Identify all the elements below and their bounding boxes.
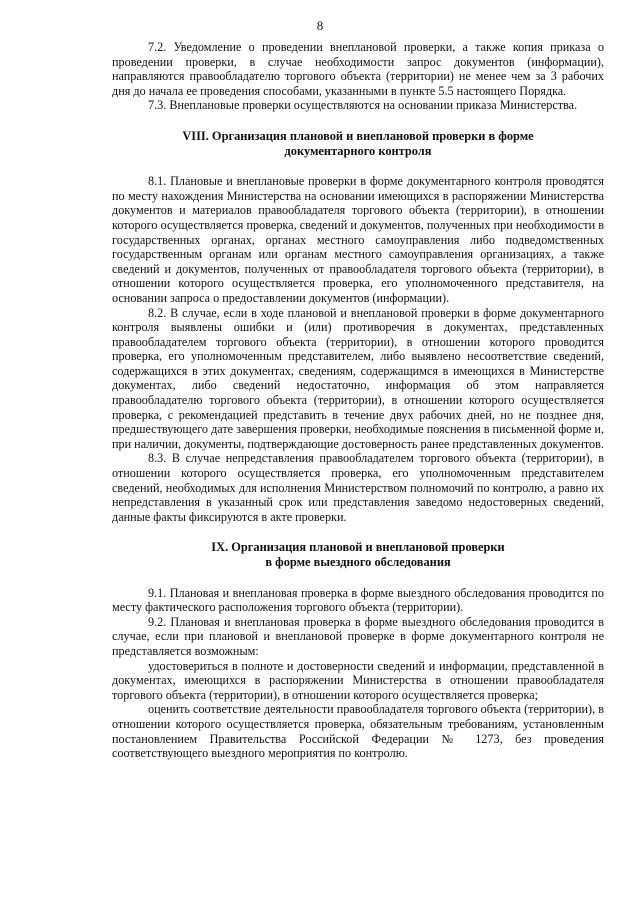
paragraph-7-2: 7.2. Уведомление о проведении внеплановой проверки, а также копия приказа о проведении проверки, в случае необходимости запрос документов (информации), направляются правообладателю торгового объекта (территории) не менее чем за 3 рабочих дня до начала ее проведения способами, указанными в пункте 5.5 настоящего Порядка.: [112, 40, 604, 98]
paragraph-8-1: 8.1. Плановые и внеплановые проверки в форме документарного контроля проводятся по месту нахождения Министерства на основании имеющихся в распоряжении Министерства документов и материалов правообладателя торгового объекта (территории), в отношении которого осуществляется проверка, сведений и документов, полученных при необходимости в государственных органах, органах местного самоуправления либо подведомственных государственным органам или органам местного самоуправления организациях, а также сведений и документов, полученных от правообладателя торгового объекта (территории), в отношении которого осуществляется проверка, его уполномоченного представителя, на основании запроса о предоставлении документов (информации).: [112, 174, 604, 305]
paragraph-9-2-item-2: оценить соответствие деятельности правообладателя торгового объекта (территории), в отношении которого осуществляется проверка, обязательным требованиям, установленным постановлением Правительства Российской Федерации № 1273, без проведения соответствующего выездного мероприятия по контролю.: [112, 702, 604, 761]
section-heading-ix: [112, 540, 604, 569]
paragraph-9-1: 9.1. Плановая и внеплановая проверка в форме выездного обследования проводится по месту фактического расположения торгового объекта (территории).: [112, 585, 604, 615]
section-heading-ix-line-1: IX. Организация плановой и внеплановой проверки: [211, 540, 505, 555]
document-body: [112, 40, 604, 761]
section-heading-ix-line-2: в форме выездного обследования: [265, 555, 451, 569]
page-number: 8: [316, 18, 324, 33]
paragraph-8-2: 8.2. В случае, если в ходе плановой и внеплановой проверки в форме документарного контроля выявлены ошибки и (или) противоречия в документах, представленных правообладателем торгового объекта (территории), в отношении которого проводится проверка, его уполномоченным представителем, либо выявлено несоответствие сведений, содержащихся в этих документах, сведениям, содержащимся в имеющихся в Министерстве документах, либо сведений недостаточно, информация об этом направляется правообладателю торгового объекта (территории), в отношении которого осуществляется проверка, с рекомендацией представить в течение двух рабочих дней, но не позднее дня, предшествующего дате завершения проверки, необходимые пояснения в письменной форме и, при наличии, документы, подтверждающие достоверность ранее представленных документов.: [112, 305, 604, 451]
paragraph-9-2-item-1: удостовериться в полноте и достоверности сведений и информации, представленной в документах, имеющихся в распоряжении Министерства в отношении правообладателя торгового объекта (территории), в отношении которого осуществляется проверка;: [112, 658, 604, 702]
section-heading-viii-line-2: документарного контроля: [284, 143, 432, 158]
paragraph-9-2: 9.2. Плановая и внеплановая проверка в форме выездного обследования проводится в случае, если при плановой и внеплановой проверке в форме документарного контроля не представляется возможным:: [112, 614, 604, 658]
section-heading-viii: [112, 129, 604, 158]
paragraph-8-3: 8.3. В случае непредставления правообладателем торгового объекта (территории), в отношении которого осуществляется проверка, его уполномоченным представителем сведений, необходимых для исполнения Министерством полномочий по контролю, а равно их непредставления в указанный срок или представления заведомо недостоверных сведений, данные факты фиксируются в акте проверки.: [112, 451, 604, 524]
section-heading-viii-line-1: VIII. Организация плановой и внеплановой проверки в форме: [182, 128, 534, 143]
paragraph-7-3: 7.3. Внеплановые проверки осуществляются на основании приказа Министерства.: [148, 98, 578, 113]
